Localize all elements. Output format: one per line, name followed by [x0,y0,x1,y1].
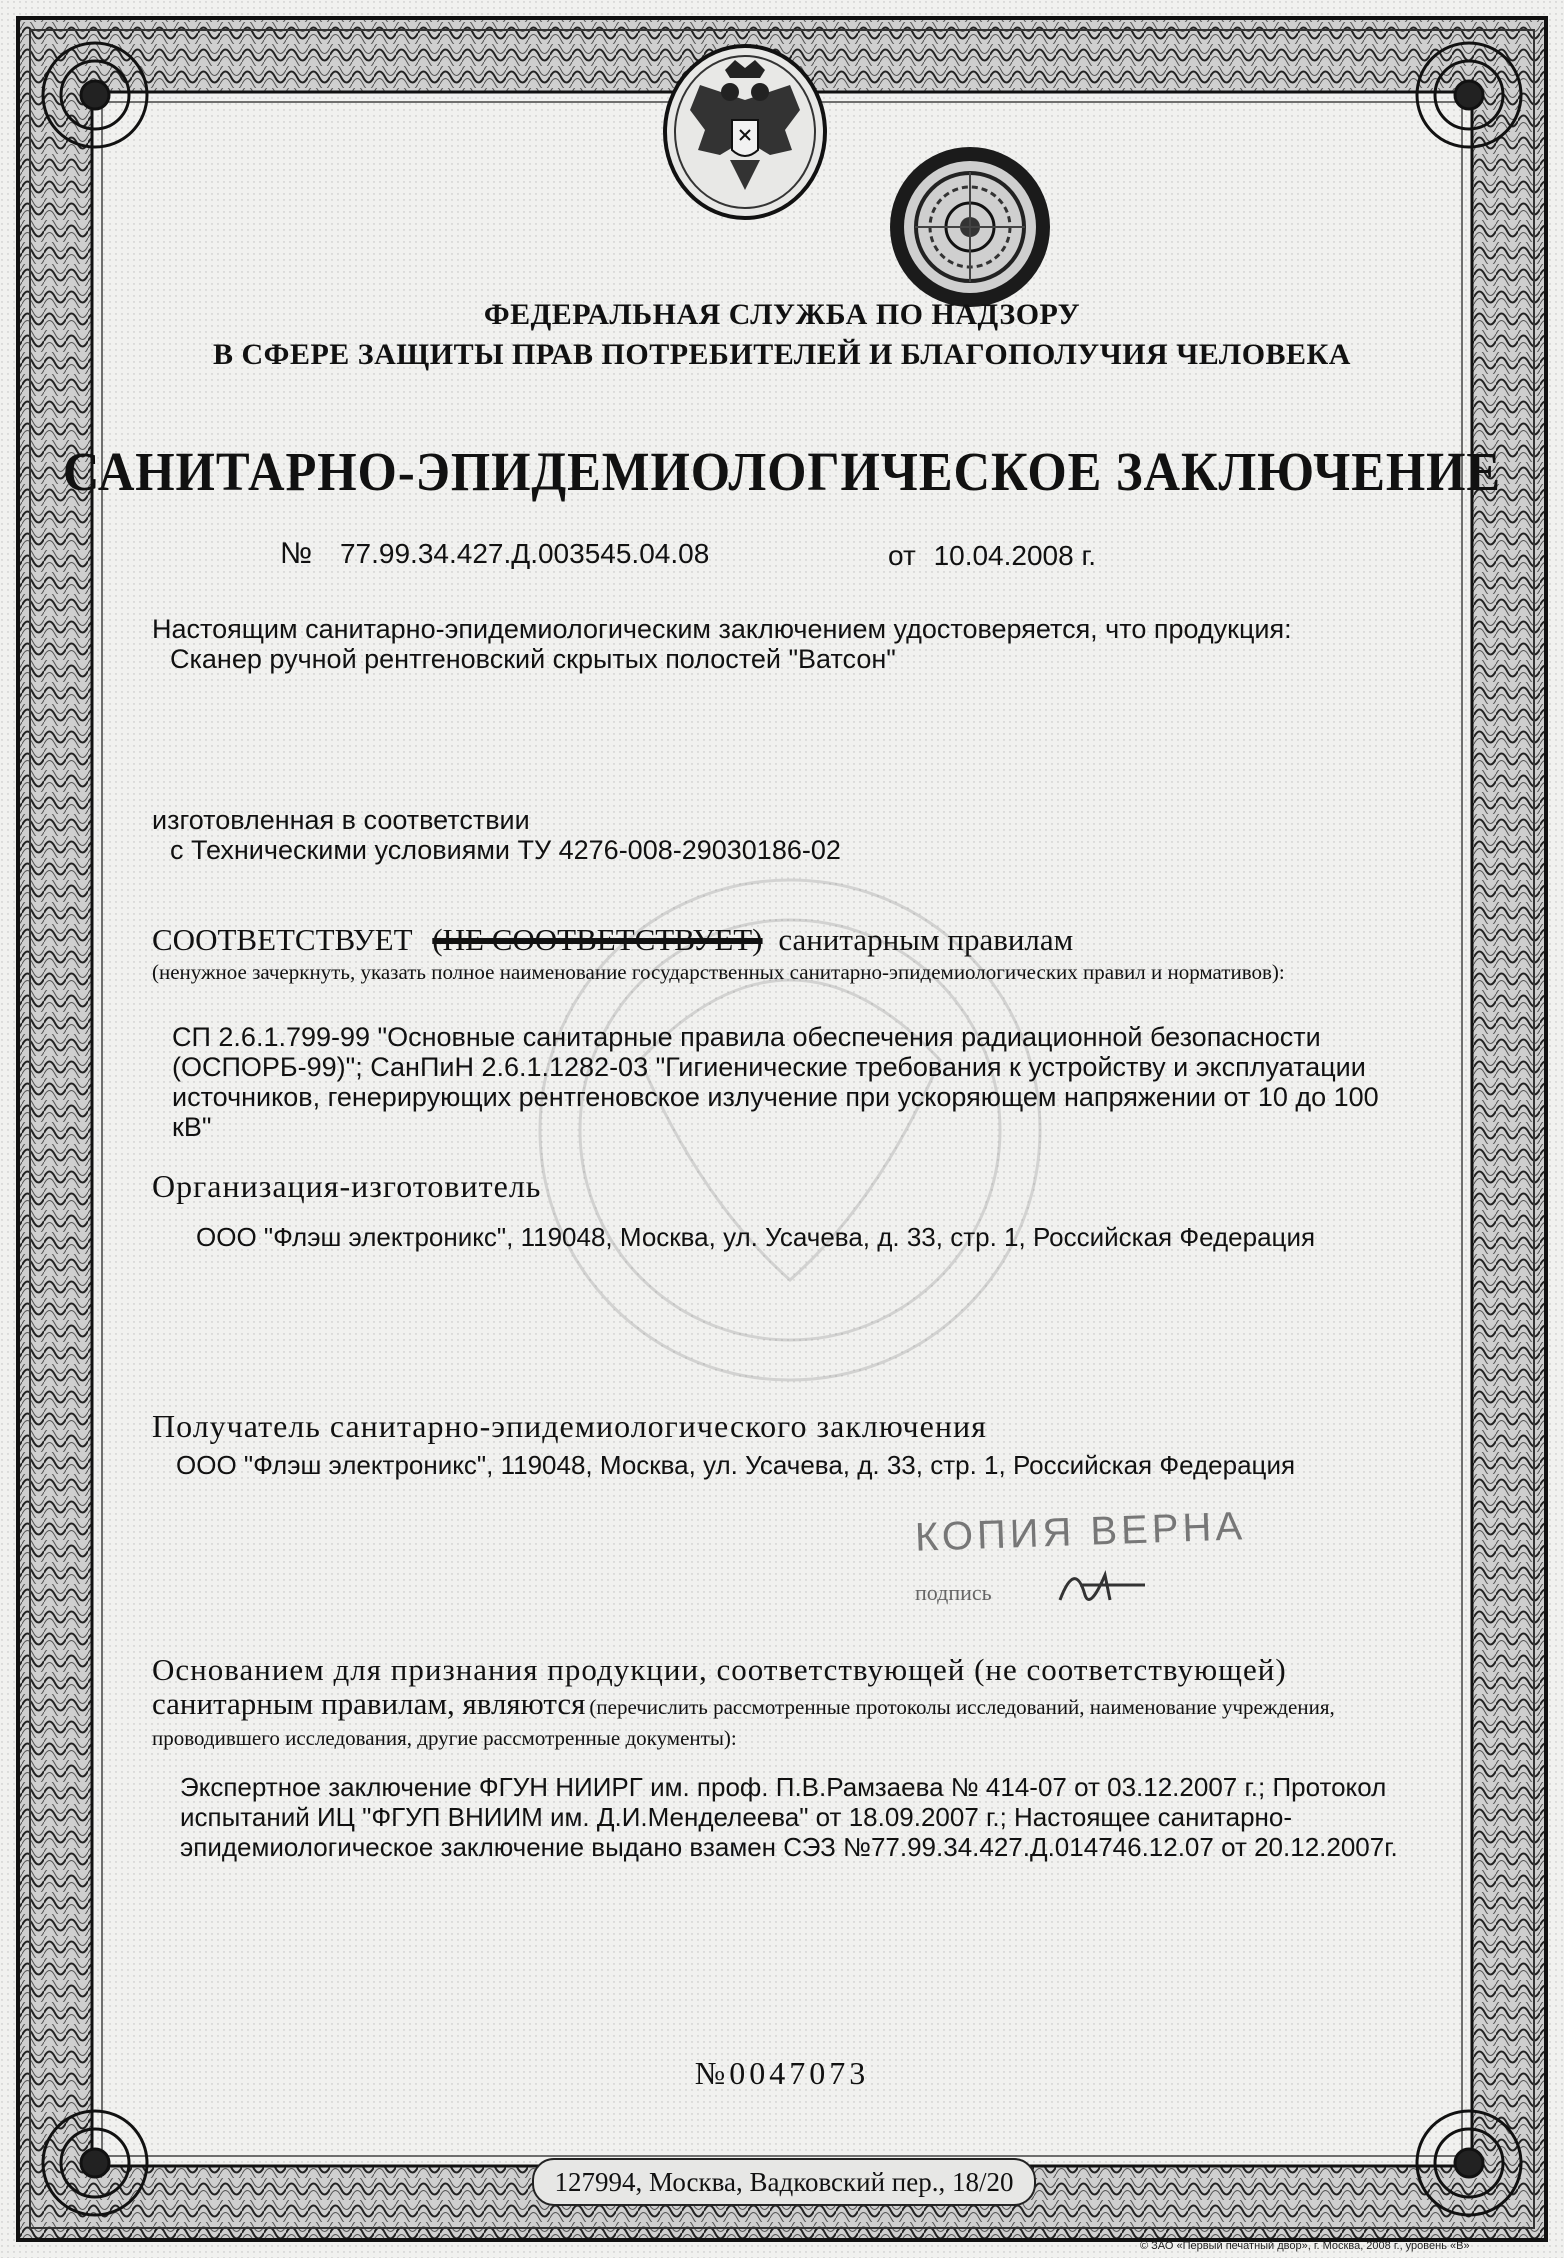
copy-true-stamp: КОПИЯ ВЕРНА [914,1504,1247,1560]
date-prefix: от [888,540,916,571]
basis-main: санитарным правилам, являются [152,1686,586,1721]
basis-line2 [152,1686,1392,1755]
basis-documents: Экспертное заключение ФГУН НИИРГ им. проф. П.В.Рамзаева № 414-07 от 03.12.2007 г.; Протокол испытаний ИЦ "ФГУП ВНИИМ им. Д.И.Менделеева" от 18.09.2007 г.; Настоящее санитарно-эпидемиологическое заключение выдано взамен СЭЗ №77.99.34.427.Д.014746.12.07 от 20.12.2007г. [180,1772,1398,1862]
manufacturer-value: ООО "Флэш электроникс", 119048, Москва, ул. Усачева, д. 33, стр. 1, Российская Федерация [196,1222,1316,1252]
basis-instruction: (перечислить рассмотренные протоколы исследований, наименование учреждения, проводившего исследования, другие рассмотренные документы): [152,1695,1335,1750]
complies-text: СООТВЕТСТВУЕТ [152,922,413,957]
document-title: САНИТАРНО-ЭПИДЕМИОЛОГИЧЕСКОЕ ЗАКЛЮЧЕНИЕ [62,441,1502,502]
agency-name-line2: В СФЕРЕ ЗАЩИТЫ ПРАВ ПОТРЕБИТЕЛЕЙ И БЛАГОПОЛУЧИЯ ЧЕЛОВЕКА [213,338,1351,371]
not-complies-struck: (НЕ СООТВЕТСТВУЕТ) [432,922,763,957]
signature-label: подпись [915,1580,992,1605]
certificate-date: 10.04.2008 г. [933,540,1097,571]
form-serial-number: №0047073 [694,2055,870,2091]
compliance-line [152,922,1073,958]
hologram-seal [885,142,1055,312]
manufactured-spec: с Техническими условиями ТУ 4276-008-29030186-02 [170,835,841,865]
recipient-value: ООО "Флэш электроникс", 119048, Москва, ул. Усачева, д. 33, стр. 1, Российская Федерация [176,1450,1296,1480]
agency-name-line1: ФЕДЕРАЛЬНАЯ СЛУЖБА ПО НАДЗОРУ [483,298,1081,331]
certificate-number-row [280,537,709,571]
product-name: Сканер ручной рентгеновский скрытых полостей "Ватсон" [170,644,896,674]
basis-line1: Основанием для признания продукции, соответствующей (не соответствующей) [152,1652,1287,1687]
handwritten-signature [1050,1555,1160,1615]
compliance-tail: санитарным правилам [778,922,1074,957]
recipient-label: Получатель санитарно-эпидемиологического заключения [152,1408,987,1444]
sanitary-rules: СП 2.6.1.799-99 "Основные санитарные правила обеспечения радиационной безопасности (ОСПОРБ-99)"; СанПиН 2.6.1.1282-03 "Гигиенические требования к устройству и эксплуатации источников, генерирующих рентгеновское излучение при ускоряющем напряжении от 10 до 100 кВ" [172,1022,1379,1142]
certificate-number: 77.99.34.427.Д.003545.04.08 [339,538,710,569]
product-intro: Настоящим санитарно-эпидемиологическим заключением удостоверяется, что продукция: [152,614,1292,644]
coat-of-arms-emblem [660,40,830,220]
manufacturer-label: Организация-изготовитель [152,1168,542,1204]
printer-imprint: © ЗАО «Первый печатный двор», г. Москва, 2008 г., уровень «В» [1140,2240,1470,2252]
number-sign: № [280,537,313,570]
manufactured-label: изготовленная в соответствии [152,805,530,835]
certificate-date-row [888,540,1096,572]
compliance-instruction: (ненужное зачеркнуть, указать полное наименование государственных санитарно-эпидемиологических правил и нормативов): [152,960,1285,984]
agency-address: 127994, Москва, Вадковский пер., 18/20 [532,2158,1036,2206]
